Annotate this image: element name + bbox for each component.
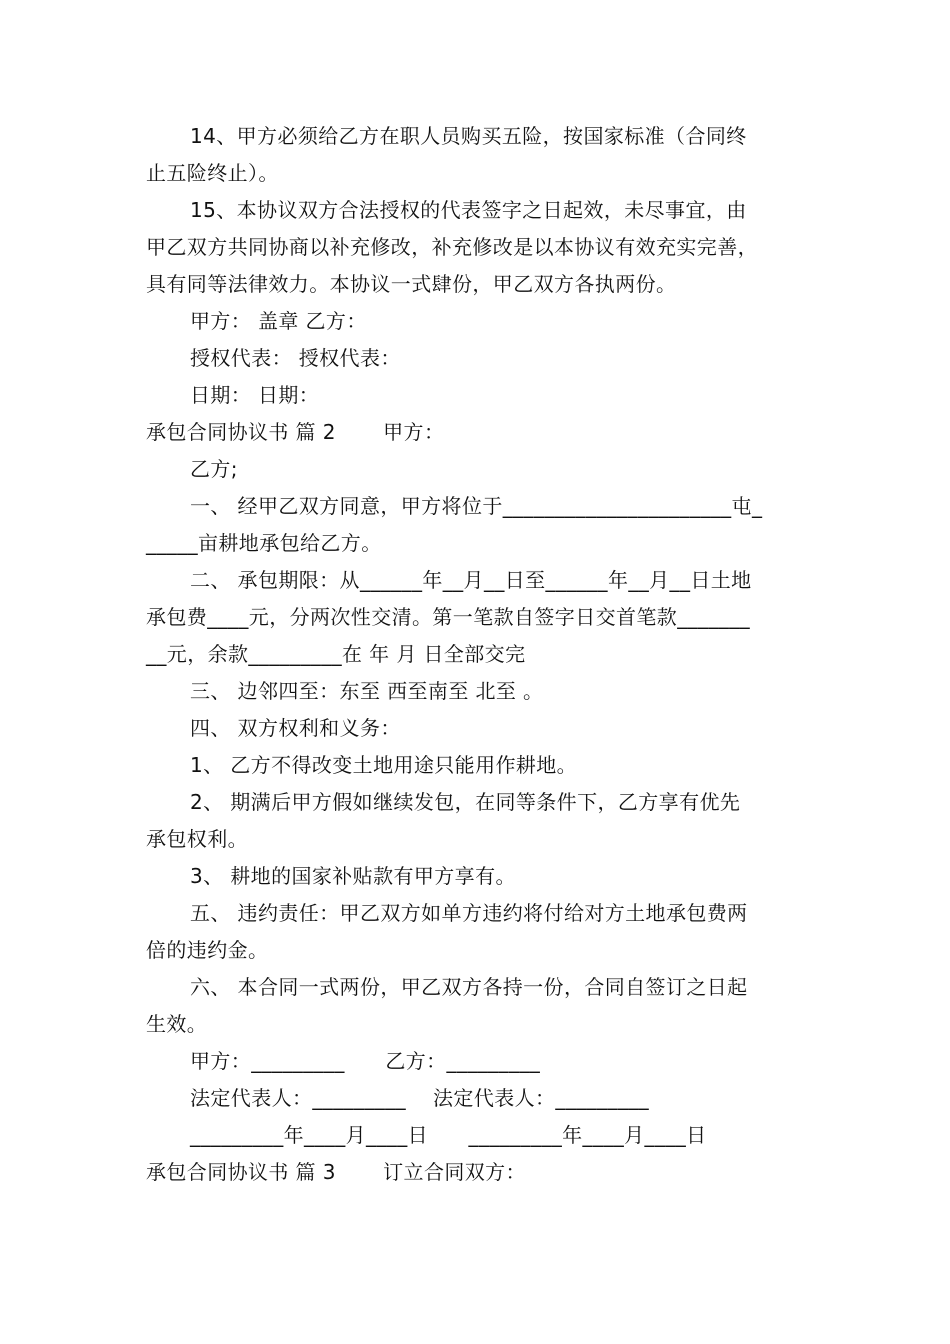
text-line: 乙方;	[190, 457, 238, 481]
text-line: __元，余款_________在 年 月 日全部交完	[146, 642, 526, 666]
clause-line: 二、 承包期限：从______年__月__日至______年__月__日土地	[190, 568, 752, 592]
date-line: _________年____月____日 _________年____月____日	[190, 1123, 707, 1147]
text-line: 承包权利。	[146, 827, 248, 851]
section-heading: 承包合同协议书 篇 2 甲方：	[146, 420, 445, 444]
clause-line: 一、 经甲乙双方同意，甲方将位于______________________屯_	[190, 494, 763, 518]
text-line: 14、甲方必须给乙方在职人员购买五险，按国家标准（合同终	[190, 124, 747, 148]
signature-line: 甲方：_________ 乙方：_________	[190, 1049, 541, 1073]
signature-line: 法定代表人：_________ 法定代表人：_________	[190, 1086, 650, 1110]
clause-line: 五、 违约责任：甲乙双方如单方违约将付给对方土地承包费两	[190, 901, 748, 925]
section-heading: 承包合同协议书 篇 3 订立合同双方：	[146, 1160, 526, 1184]
text-line: 止五险终止）。	[146, 161, 279, 185]
sub-clause-line: 1、 乙方不得改变土地用途只能用作耕地。	[190, 753, 578, 777]
signature-line: 授权代表： 授权代表：	[190, 346, 401, 370]
signature-line: 甲方： 盖章 乙方：	[190, 309, 367, 333]
sub-clause-line: 3、 耕地的国家补贴款有甲方享有。	[190, 864, 516, 888]
text-line: 生效。	[146, 1012, 208, 1036]
clause-line: 三、 边邻四至：东至 西至南至 北至 。	[190, 679, 544, 703]
text-line: 具有同等法律效力。本协议一式肆份，甲乙双方各执两份。	[146, 272, 677, 296]
clause-line: 四、 双方权利和义务：	[190, 716, 401, 740]
clause-line: 六、 本合同一式两份，甲乙双方各持一份，合同自签订之日起	[190, 975, 748, 999]
text-line: 甲乙双方共同协商以补充修改，补充修改是以本协议有效充实完善，	[146, 235, 758, 259]
text-line: 倍的违约金。	[146, 938, 269, 962]
text-line: 承包费____元，分两次性交清。第一笔款自签字日交首笔款_______	[146, 605, 750, 629]
date-line: 日期： 日期：	[190, 383, 320, 407]
text-line: 15、本协议双方合法授权的代表签字之日起效，未尽事宜，由	[190, 198, 747, 222]
sub-clause-line: 2、 期满后甲方假如继续发包，在同等条件下，乙方享有优先	[190, 790, 741, 814]
text-line: _____亩耕地承包给乙方。	[146, 531, 382, 555]
